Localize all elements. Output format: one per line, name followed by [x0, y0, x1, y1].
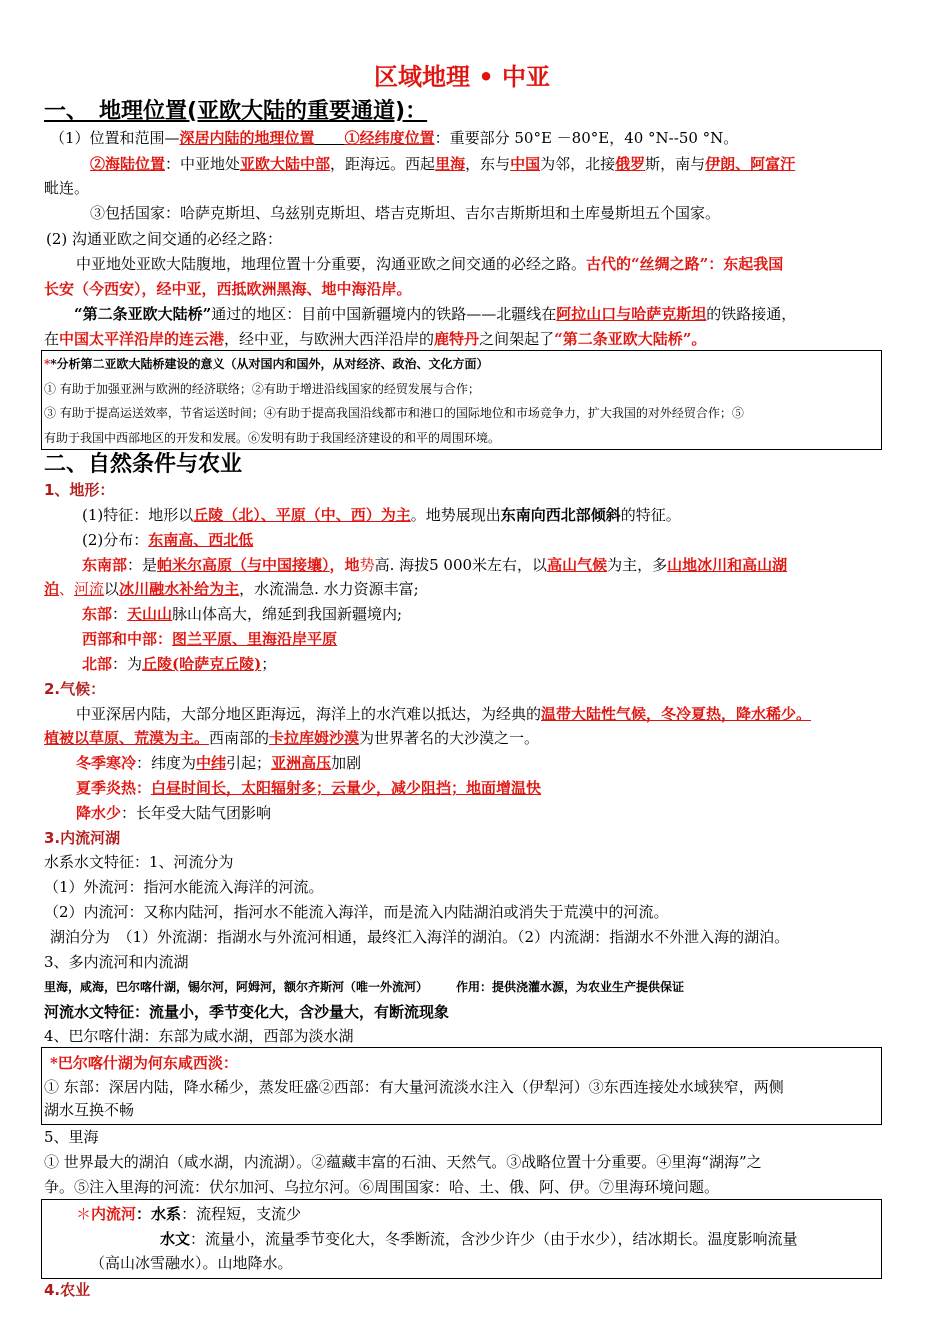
text: 势 [359, 556, 375, 574]
text: ①经纬度位置 [344, 129, 435, 147]
text: 温带大陆性气候，冬冷夏热，降水稀少。 [541, 705, 812, 723]
terrain-west-central [82, 629, 337, 649]
climate-winter [76, 753, 361, 773]
text: ： [136, 1205, 152, 1223]
topic-climate: 2.气候： [44, 680, 106, 698]
s1-line-2 [90, 154, 795, 174]
terrain-southeast-2 [44, 579, 419, 599]
terrain-southeast [82, 555, 787, 575]
text: 丘陵(哈萨克丘陵) [142, 655, 262, 673]
text: ，水流湍急. 水力资源丰富; [239, 580, 419, 598]
box1-title: **分析第二亚欧大陆桥建设的意义（从对国内和国外，从对经济、政治、文化方面） [44, 357, 489, 371]
topic-agriculture: 4.农业 [44, 1281, 91, 1299]
text: ，东与 [465, 155, 511, 173]
text: ，经中亚，与欧洲大西洋沿岸的 [224, 330, 435, 348]
text: 里海 [435, 155, 466, 173]
text: 为世界著名的大沙漠之一。 [359, 729, 540, 747]
text: 北部 [82, 655, 113, 673]
text: 卡拉库姆沙漠 [269, 729, 360, 747]
box1-line-1: ① 有助于加强亚洲与欧洲的经济联络；②有助于增进沿线国家的经贸发展与合作； [44, 382, 480, 396]
text: 以 [104, 580, 120, 598]
rivers-line-1: 水系水文特征：1、河流分为 [44, 853, 234, 871]
text: 阿拉山口与哈萨克斯坦 [556, 305, 707, 323]
rivers-line-11: 争。⑤注入里海的河流：伏尔加河、乌拉尔河。⑥周围国家：哈、土、俄、阿、伊。⑦里海环境问题。 [44, 1178, 720, 1196]
terrain-distribution [82, 530, 253, 550]
text: 中亚深居内陆，大部分地区距海远，海洋上的水汽难以抵达，为经典的 [76, 705, 542, 723]
text: 中纬 [196, 754, 227, 772]
rivers-line-3: （2）内流河：又称内陆河，指河水不能流入海洋，而是流入内陆湖泊或消失于荒漠中的河流。 [44, 903, 669, 921]
section-2-heading: 二、自然条件与农业 [44, 452, 243, 477]
section-1-heading-text: 一、 地理位置(亚欧大陆的重要通道)： [44, 99, 428, 124]
text: 水文 [160, 1230, 191, 1248]
rivers-line-8: 4、巴尔喀什湖：东部为咸水湖，西部为淡水湖 [44, 1027, 354, 1045]
text: ：长年受大陆气团影响 [121, 804, 272, 822]
terrain-feature [82, 505, 681, 525]
text: ：流程短，支流少 [181, 1205, 302, 1223]
box3-line-2 [160, 1229, 798, 1249]
text: 古代的“丝绸之路”：东起我国 [586, 255, 784, 273]
text: 内流河 [91, 1205, 137, 1223]
text: 白昼时间长，太阳辐射多；云量少，减少阻挡；地面增温快 [151, 779, 542, 797]
text: 伊朗、阿富汗 [705, 155, 796, 173]
text: ：中亚地处 [165, 155, 241, 173]
text: 作用：提供浇灌水源，为农业生产提供保证 [456, 980, 685, 994]
text: “第二条亚欧大陆桥”。 [554, 330, 707, 348]
text: ：纬度为 [136, 754, 197, 772]
text: 为主，多 [607, 556, 668, 574]
text: 东南向西北部倾斜 [500, 506, 621, 524]
s1-line-3: ③包括国家：哈萨克斯坦、乌兹别克斯坦、塔吉克斯坦、吉尔吉斯斯坦和土库曼斯坦五个国家。 [90, 204, 721, 222]
text: ＊ [76, 1205, 92, 1223]
terrain-east [82, 604, 402, 624]
text: ： [112, 605, 128, 623]
text: 冬季寒冷 [76, 754, 137, 772]
text: 高山气候 [547, 556, 608, 574]
text: 帕米尔高原（与中国接壤） [157, 556, 330, 574]
s1-line-8 [44, 329, 706, 349]
text: 天山山 [127, 605, 173, 623]
text: 河流 [74, 580, 105, 598]
text: 俄罗 [615, 155, 646, 173]
s1-line-6: 长安（今西安），经中亚，西抵欧洲黑海、地中海沿岸。 [44, 280, 412, 298]
section-1-heading [44, 98, 427, 126]
text: 东南部 [82, 556, 128, 574]
box2-title: *巴尔喀什湖为何东咸西淡： [50, 1054, 238, 1072]
text: 在 [44, 330, 60, 348]
terrain-north [82, 654, 276, 674]
text: 亚欧大陆中部 [240, 155, 331, 173]
rivers-line-4: 湖泊分为 （1）外流湖：指湖水与外流河相通，最终汇入海洋的湖泊。（2）内流湖：指湖水不外泄入海的湖泊。 [50, 928, 790, 946]
text: ： [157, 630, 173, 648]
text: 斯，南与 [645, 155, 706, 173]
text: 东南高、西北低 [148, 531, 254, 549]
text: ：重要部分 50°E －80°E，40 °N--50 °N。 [434, 129, 739, 147]
text: ，距海远。西起 [330, 155, 436, 173]
topic-terrain: 1、地形： [44, 481, 115, 499]
rivers-line-10: ① 世界最大的湖泊（咸水湖，内流湖）。②蕴藏丰富的石油、天然气。③战略位置十分重要。④里海“湖海”之 [44, 1153, 762, 1171]
rivers-line-6 [44, 979, 684, 995]
text: 中国太平洋沿岸的连云港 [59, 330, 225, 348]
text: ：是 [127, 556, 158, 574]
text: (2)分布： [82, 531, 149, 549]
text: *分析第二亚欧大陆桥建设的意义（从对国内和国外，从对经济、政治、文化方面） [50, 357, 489, 371]
text: 引起； [226, 754, 272, 772]
text: 之间架起了 [479, 330, 555, 348]
text: 图兰平原、里海沿岸平原 [172, 630, 338, 648]
text: 水系 [151, 1205, 182, 1223]
s1-line-2b: 毗连。 [44, 179, 90, 197]
text: 鹿特丹 [434, 330, 480, 348]
text: 山地冰川和高山湖 [667, 556, 788, 574]
text: 东部 [82, 605, 113, 623]
text: ： [136, 779, 152, 797]
s1-line-7 [74, 304, 796, 324]
text: 泊 [44, 580, 60, 598]
climate-summer [76, 778, 541, 798]
text: ； [261, 655, 277, 673]
text: 中国 [510, 155, 541, 173]
text: ：流量小，流量季节变化大，冬季断流，含沙少许少（由于水少），结冰期长。温度影响流量 [190, 1230, 798, 1248]
s1-line-5 [76, 254, 783, 274]
text: 加剧 [331, 754, 362, 772]
rivers-line-2: （1）外流河：指河水能流入海洋的河流。 [44, 878, 324, 896]
s1-line-1 [50, 128, 738, 148]
text: 植被以草原、荒漠为主。 [44, 729, 210, 747]
box1-line-2: ③ 有助于提高运送效率，节省运送时间；④有助于提高我国沿线都市和港口的国际地位和市场竞争力，扩大我国的对外经贸合作；⑤ [44, 406, 744, 420]
topic-inland-rivers: 3.内流河湖 [44, 829, 121, 847]
text: ，地 [329, 556, 360, 574]
box3-line-3: （高山冰雪融水）。山地降水。 [90, 1254, 293, 1272]
box2-line-2: 湖水互换不畅 [44, 1101, 135, 1119]
rivers-line-5: 3、多内流河和内流湖 [44, 953, 189, 971]
text: 夏季炎热 [76, 779, 137, 797]
text: ：为 [112, 655, 143, 673]
rivers-line-7: 河流水文特征：流量小，季节变化大，含沙量大，有断流现象 [44, 1003, 450, 1021]
text: 。地势展现出 [410, 506, 501, 524]
text: “第二条亚欧大陆桥” [74, 305, 212, 323]
climate-precipitation [76, 803, 271, 823]
text: 通过的地区：目前中国新疆境内的铁路——北疆线在 [211, 305, 557, 323]
text: 里海，咸海，巴尔喀什湖，锡尔河，阿姆河，额尔齐斯河（唯一外流河） [44, 980, 429, 994]
text: 降水少 [76, 804, 122, 822]
page-title: 区域地理 • 中亚 [374, 63, 551, 91]
text: 西部和中部 [82, 630, 158, 648]
text: ②海陆位置 [90, 155, 166, 173]
text: 西南部的 [209, 729, 270, 747]
text: 中亚地处亚欧大陆腹地，地理位置十分重要，沟通亚欧之间交通的必经之路。 [76, 255, 587, 273]
rivers-line-9: 5、里海 [44, 1128, 99, 1146]
text: 高. 海拔5 000米左右，以 [374, 556, 548, 574]
text: 亚洲高压 [271, 754, 332, 772]
s1-line-4: (2) 沟通亚欧之间交通的必经之路： [46, 230, 283, 248]
text: 的特征。 [620, 506, 681, 524]
text: 为邻，北接 [540, 155, 616, 173]
box2-line-1: ① 东部：深居内陆，降水稀少，蒸发旺盛②西部：有大量河流淡水注入（伊犁河）③东西连接处水域狭窄，两侧 [44, 1078, 784, 1096]
text: 、 [59, 580, 75, 598]
climate-line-1 [76, 704, 811, 724]
climate-line-2 [44, 728, 539, 748]
text: (1)特征：地形以 [82, 506, 194, 524]
text: 的铁路接通， [706, 305, 797, 323]
text: （1）位置和范围— [50, 129, 180, 147]
text: 脉山体高大，绵延到我国新疆境内; [172, 605, 403, 623]
text: 丘陵（北）、平原（中、西）为主 [193, 506, 411, 524]
text: 冰川融水补给为主 [119, 580, 240, 598]
box1-line-3: 有助于我国中西部地区的开发和发展。⑥发明有助于我国经济建设的和平的周围环境。 [44, 431, 501, 445]
box3-line-1 [76, 1204, 301, 1224]
text: 深居内陆的地理位置 [179, 129, 315, 147]
